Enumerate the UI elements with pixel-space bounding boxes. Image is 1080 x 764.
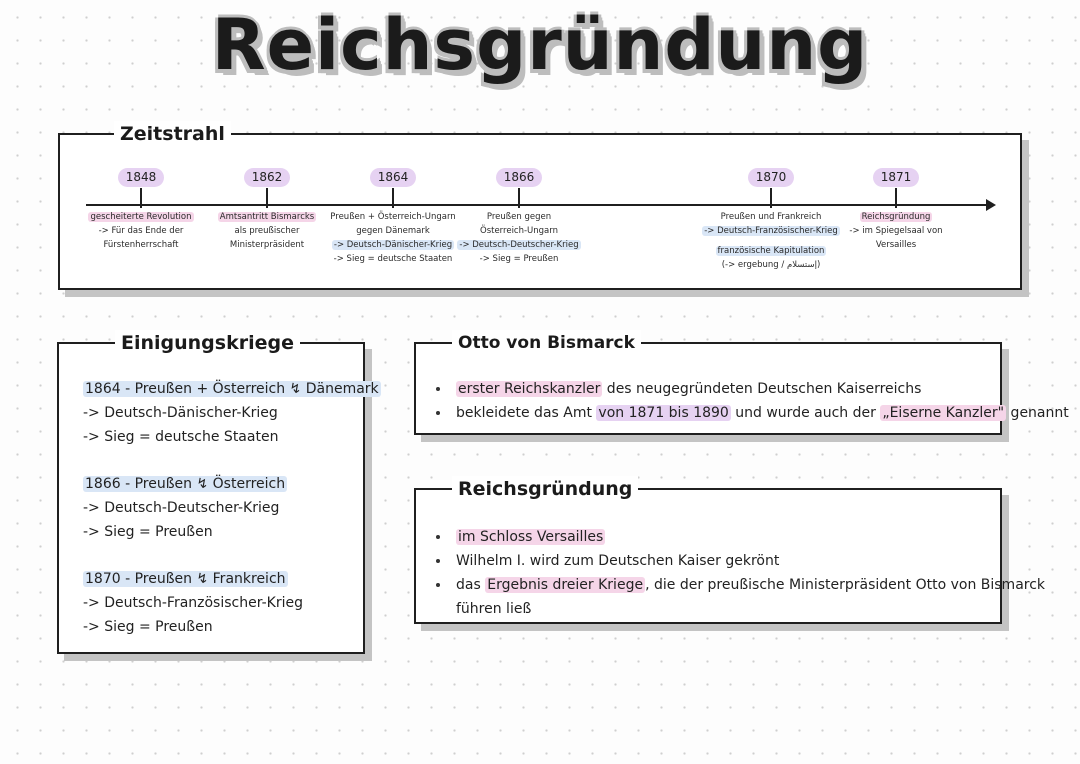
timeline-tick: [895, 188, 897, 208]
timeline-arrow-icon: [986, 199, 996, 211]
event-description: Preußen gegen Österreich-Ungarn -> Deutsch-Deutscher-Krieg -> Sieg = Preußen: [459, 212, 579, 264]
war-1870: [83, 567, 303, 639]
wars-heading: Einigungskriege: [115, 330, 300, 356]
timeline-tick: [140, 188, 142, 208]
war-header: 1864 - Preußen + Österreich ↯ Dänemark: [85, 381, 379, 397]
war-name: -> Deutsch-Deutscher-Krieg: [83, 500, 280, 516]
bismarck-heading: Otto von Bismarck: [452, 330, 641, 356]
year-badge: 1870: [748, 168, 795, 187]
year-badge: 1848: [118, 168, 165, 187]
timeline-tick: [266, 188, 268, 208]
timeline-event-1866: [444, 166, 594, 266]
event-description: Preußen und Frankreich -> Deutsch-Französischer-Krieg französische Kapitulation (-> ergebung / إستسلام): [704, 212, 838, 270]
war-1866: [83, 472, 287, 544]
list-item: Wilhelm I. wird zum Deutschen Kaiser gekrönt: [434, 549, 1045, 573]
event-description: gescheiterte Revolution -> Für das Ende der Fürstenherrschaft: [90, 212, 192, 250]
wars-box: [57, 332, 379, 654]
year-badge: 1866: [496, 168, 543, 187]
event-description: Amtsantritt Bismarcks als preußischer Ministerpräsident: [219, 212, 315, 250]
war-result: -> Sieg = Preußen: [83, 524, 213, 540]
list-item: bekleidete das Amt von 1871 bis 1890 und wurde auch der „Eiserne Kanzler" genannt: [434, 401, 1069, 425]
war-1864: [83, 377, 381, 449]
bismarck-box: [414, 333, 1069, 435]
event-description: Reichsgründung -> im Spiegelsaal von Versailles: [849, 212, 943, 250]
founding-heading: Reichsgründung: [452, 476, 638, 502]
year-badge: 1864: [370, 168, 417, 187]
founding-list: [434, 525, 1045, 621]
timeline-tick: [518, 188, 520, 208]
list-item: erster Reichskanzler des neugegründeten Deutschen Kaiserreichs: [434, 377, 1069, 401]
list-item: im Schloss Versailles: [434, 525, 1045, 549]
timeline-heading: Zeitstrahl: [114, 121, 231, 147]
list-item: das Ergebnis dreier Kriege , die der preußische Ministerpräsident Otto von Bismarck führen ließ: [434, 573, 1045, 621]
page-title: Reichsgründung: [211, 4, 869, 86]
year-badge: 1862: [244, 168, 291, 187]
event-description: Preußen + Österreich-Ungarn gegen Dänemark -> Deutsch-Dänischer-Krieg -> Sieg = deutsche Staaten: [330, 212, 456, 264]
bismarck-list: [434, 377, 1069, 425]
war-name: -> Deutsch-Dänischer-Krieg: [83, 405, 278, 421]
year-badge: 1871: [873, 168, 920, 187]
timeline-tick: [392, 188, 394, 208]
war-result: -> Sieg = Preußen: [83, 619, 213, 635]
timeline-event-1871: [821, 166, 971, 252]
war-header: 1866 - Preußen ↯ Österreich: [85, 476, 286, 492]
war-header: 1870 - Preußen ↯ Frankreich: [85, 571, 286, 587]
founding-box: [414, 478, 1046, 624]
war-result: -> Sieg = deutsche Staaten: [83, 429, 279, 445]
timeline-tick: [770, 188, 772, 208]
war-name: -> Deutsch-Französischer-Krieg: [83, 595, 303, 611]
